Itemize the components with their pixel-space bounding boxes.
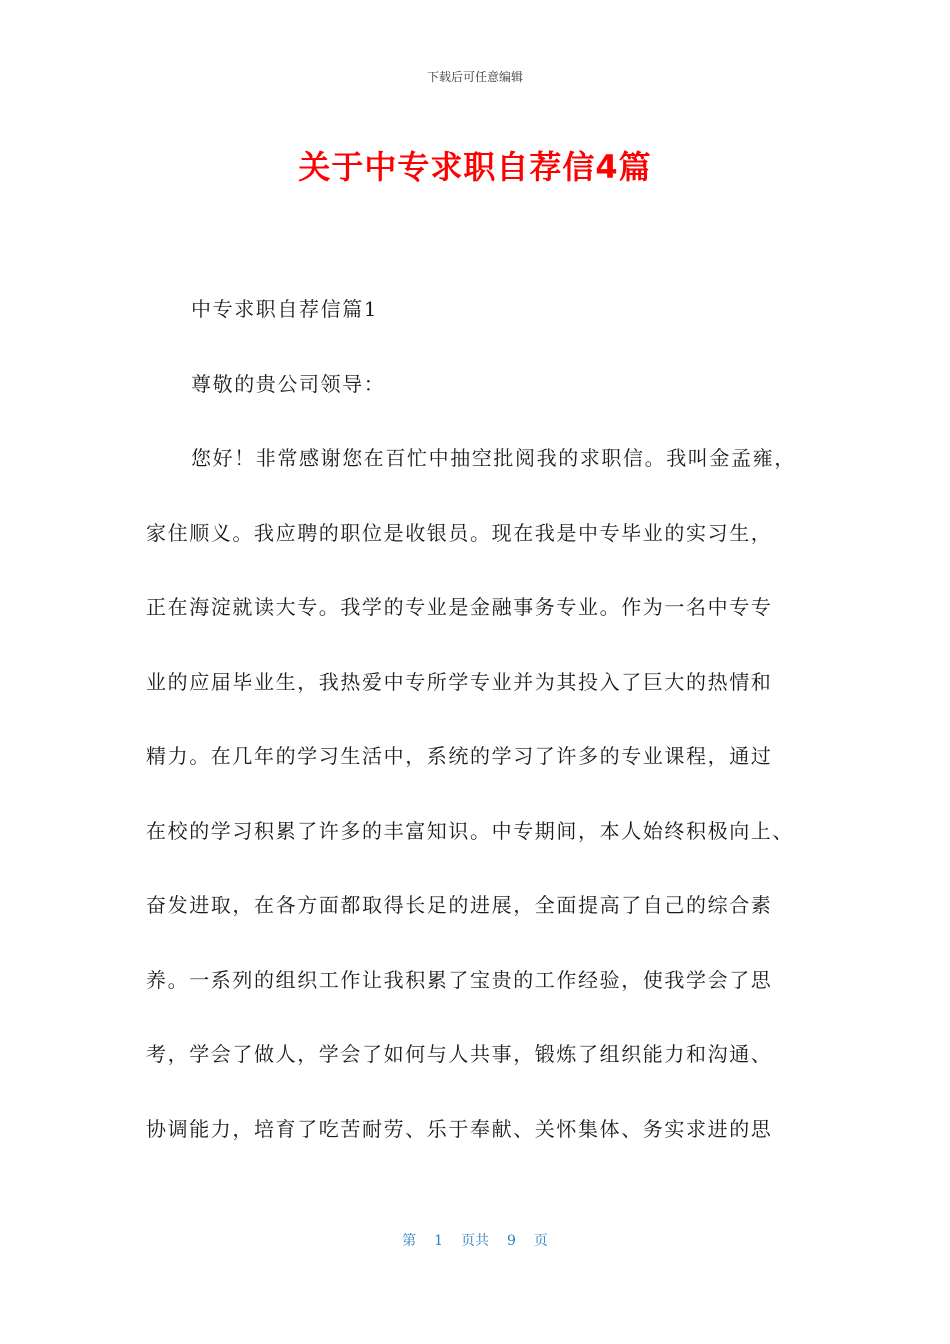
salutation: 尊敬的贵公司领导： <box>191 371 386 396</box>
paragraph-line: 养。一系列的组织工作让我积累了宝贵的工作经验，使我学会了思 <box>146 967 773 992</box>
footer-total-pages: 9 <box>507 1233 516 1249</box>
paragraph-line: 在校的学习积累了许多的丰富知识。中专期间，本人始终积极向上、 <box>146 818 794 843</box>
document-title: 关于中专求职自荐信4篇 <box>298 148 652 186</box>
page-header-note: 下载后可任意编辑 <box>426 70 523 84</box>
footer-suffix: 页 <box>533 1233 548 1249</box>
paragraph-line: 奋发进取，在各方面都取得长足的进展，全面提高了自己的综合素 <box>146 893 773 917</box>
footer-current-page: 1 <box>434 1233 443 1249</box>
paragraph-line: 精力。在几年的学习生活中，系统的学习了许多的专业课程，通过 <box>146 744 773 768</box>
section-heading: 中专求职自荐信篇1 <box>191 297 379 321</box>
footer-middle: 页共 <box>461 1233 489 1249</box>
footer-prefix: 第 <box>402 1233 417 1249</box>
document-body <box>146 272 806 1166</box>
paragraph-line: 考，学会了做人，学会了如何与人共事，锻炼了组织能力和沟通、 <box>146 1042 773 1066</box>
body-paragraph <box>146 421 806 1166</box>
paragraph-line: 正在海淀就读大专。我学的专业是金融事务专业。作为一名中专专 <box>146 595 773 619</box>
paragraph-line: 业的应届毕业生，我热爱中专所学专业并为其投入了巨大的热情和 <box>146 669 773 694</box>
paragraph-line: 您好！非常感谢您在百忙中抽空批阅我的求职信。我叫金孟雍， <box>191 446 796 470</box>
paragraph-line: 协调能力，培育了吃苦耐劳、乐于奉献、关怀集体、务实求进的思 <box>146 1116 773 1141</box>
paragraph-line: 家住顺义。我应聘的职位是收银员。现在我是中专毕业的实习生， <box>146 520 773 545</box>
page-footer <box>0 1230 950 1250</box>
